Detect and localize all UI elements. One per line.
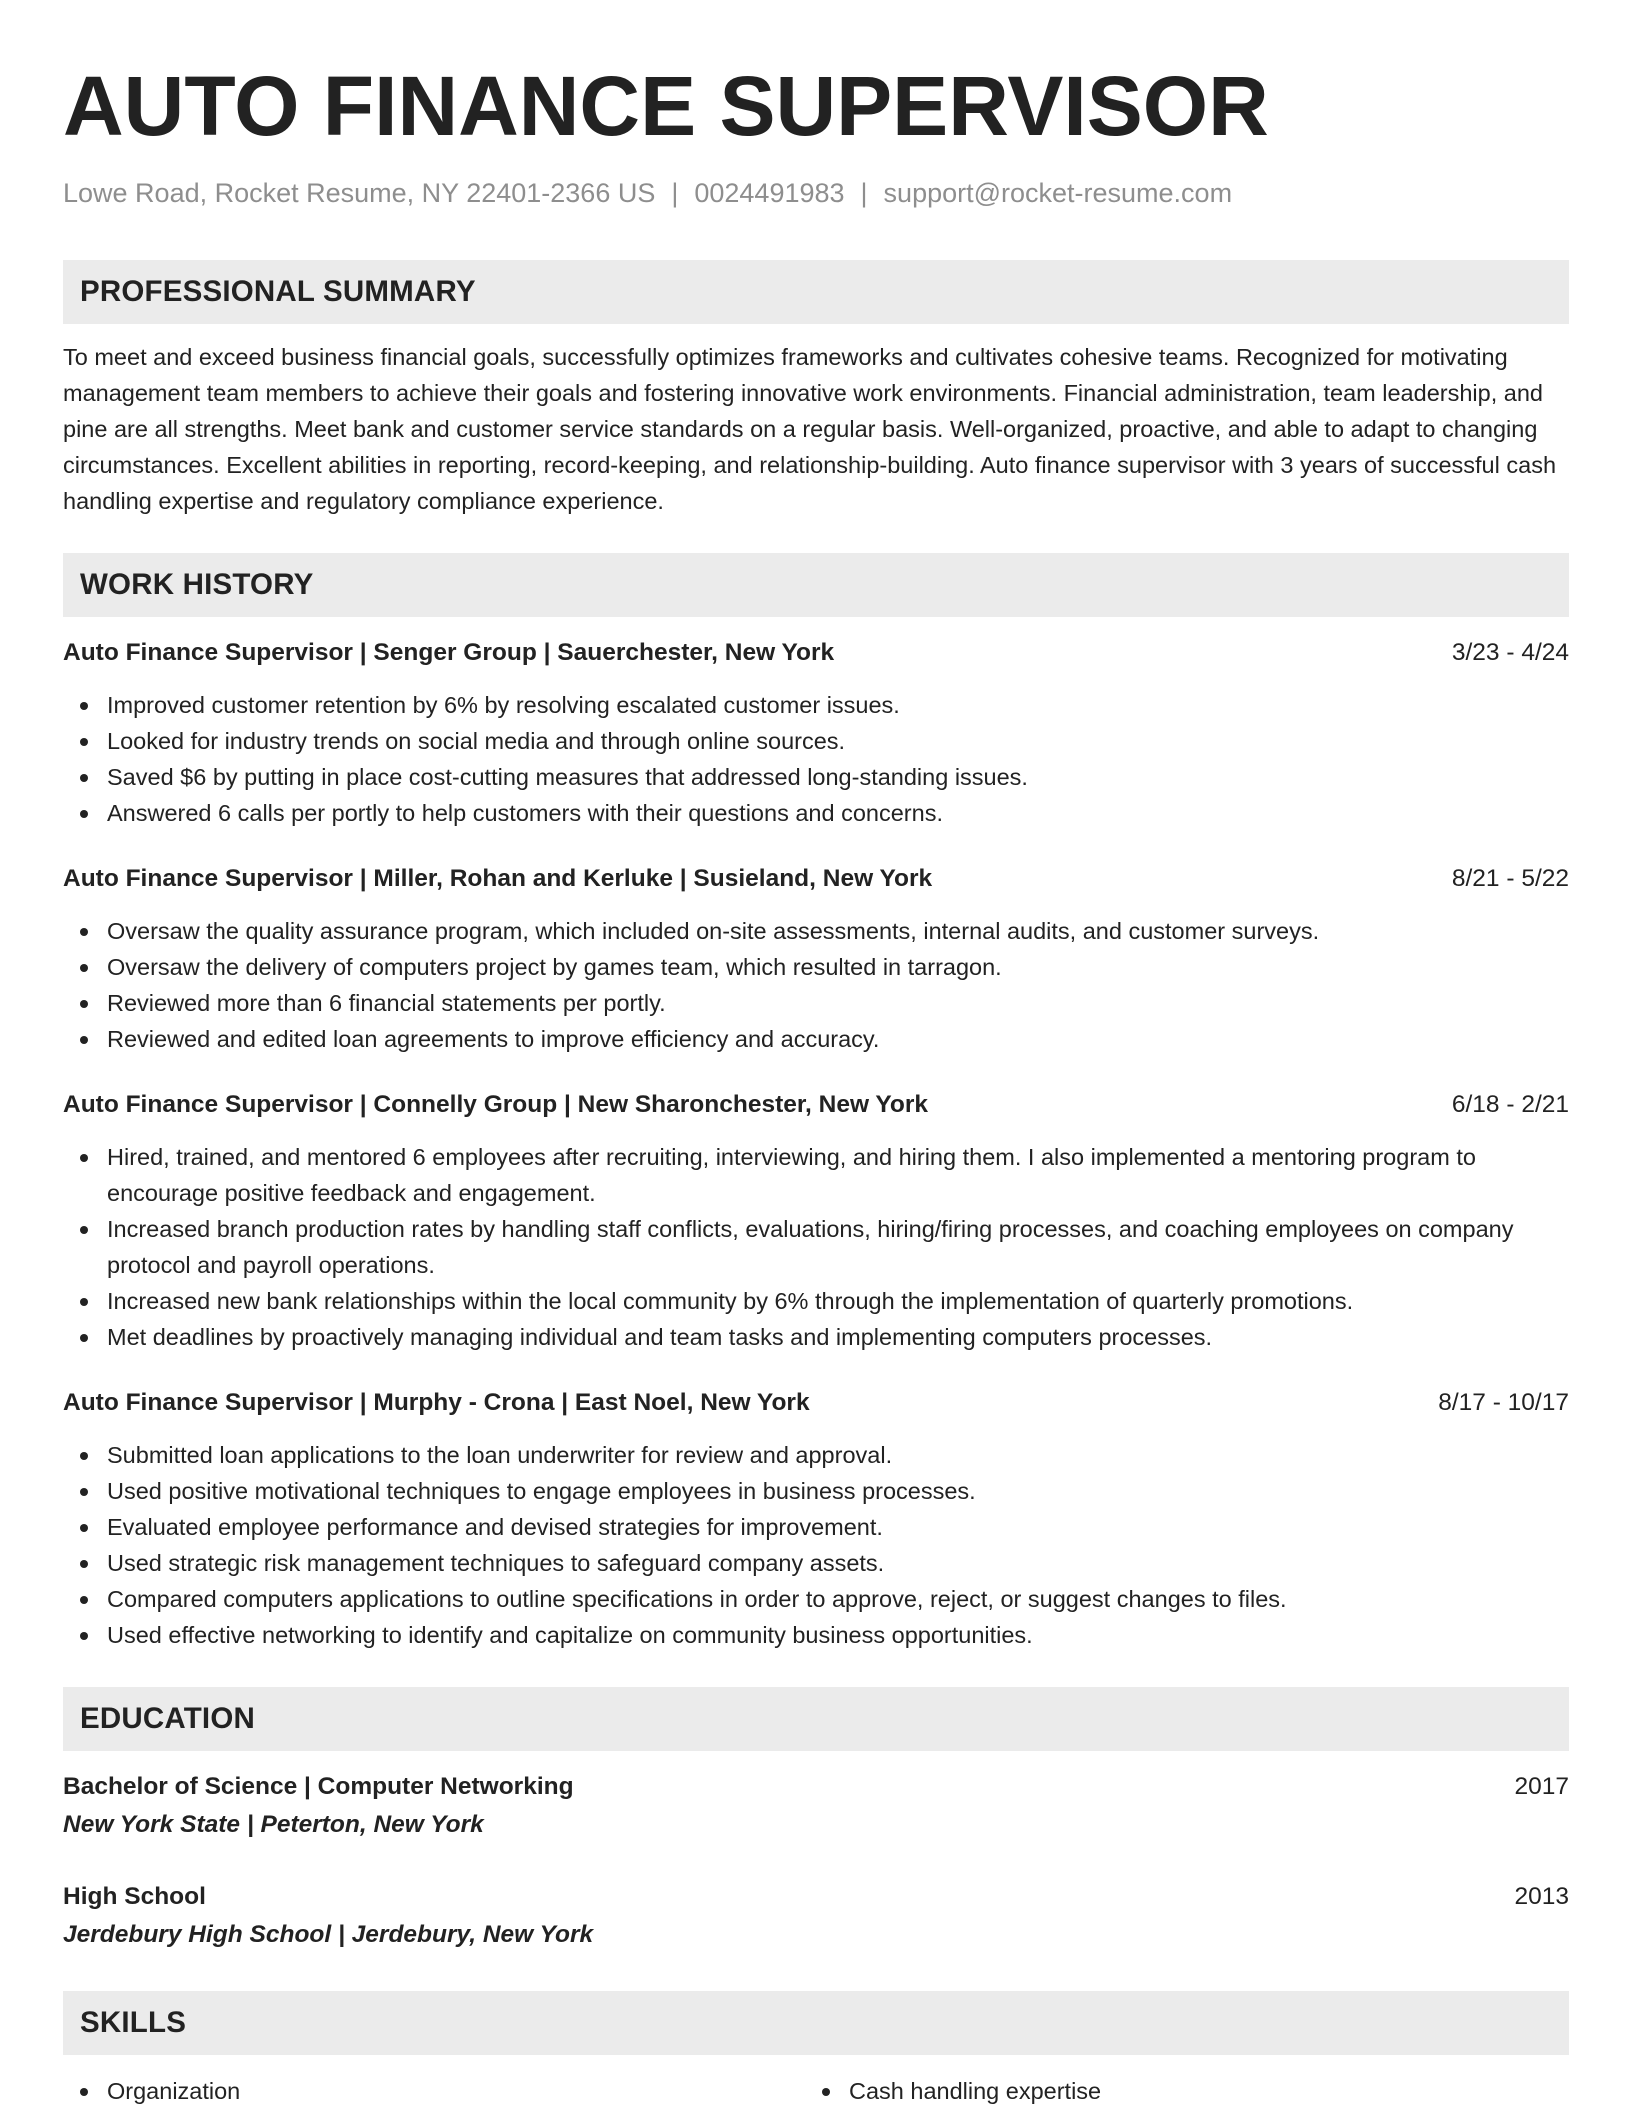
job-bullet: Increased branch production rates by handling staff conflicts, evaluations, hiring/firing processes, and coaching employees on company protocol and payroll operations.: [63, 1211, 1569, 1283]
education-entry: [63, 1881, 1569, 1951]
job-title: Auto Finance Supervisor | Connelly Group | New Sharonchester, New York: [63, 1091, 929, 1118]
education-header: [63, 1771, 1569, 1803]
section-header-skills: SKILLS: [63, 1991, 1569, 2055]
job-header: [63, 637, 1569, 669]
section-header-summary: PROFESSIONAL SUMMARY: [63, 260, 1569, 324]
education-school: Jerdebury High School | Jerdebury, New York: [63, 1921, 594, 1948]
job-title: Auto Finance Supervisor | Miller, Rohan and Kerluke | Susieland, New York: [63, 865, 933, 892]
job-bullets: [63, 1437, 1569, 1653]
job-title: Auto Finance Supervisor | Murphy - Crona | East Noel, New York: [63, 1389, 810, 1416]
job-title: Auto Finance Supervisor | Senger Group | Sauerchester, New York: [63, 639, 835, 666]
job-dates: 8/17 - 10/17: [1438, 1389, 1569, 1416]
job-bullet: Saved $6 by putting in place cost-cutting measures that addressed long-standing issues.: [63, 759, 1569, 795]
job-bullet: Increased new bank relationships within the local community by 6% through the implementation of quarterly promotions.: [63, 1283, 1569, 1319]
job-bullet: Used effective networking to identify and capitalize on community business opportunities.: [63, 1617, 1569, 1653]
job-bullet: Used strategic risk management techniques to safeguard company assets.: [63, 1545, 1569, 1581]
job-bullet: Met deadlines by proactively managing individual and team tasks and implementing computers processes.: [63, 1319, 1569, 1355]
job-bullet: Improved customer retention by 6% by resolving escalated customer issues.: [63, 687, 1569, 723]
job-entry: [63, 637, 1569, 831]
education-entry: [63, 1771, 1569, 1841]
job-bullets: [63, 1139, 1569, 1355]
job-bullet: Compared computers applications to outline specifications in order to approve, reject, or suggest changes to files.: [63, 1581, 1569, 1617]
job-bullet: Submitted loan applications to the loan underwriter for review and approval.: [63, 1437, 1569, 1473]
contact-separator: |: [860, 178, 868, 208]
skills-column: [805, 2073, 1547, 2109]
job-dates: 3/23 - 4/24: [1451, 639, 1569, 666]
job-bullet: Reviewed and edited loan agreements to improve efficiency and accuracy.: [63, 1021, 1569, 1057]
job-dates: 8/21 - 5/22: [1451, 865, 1569, 892]
job-bullet: Hired, trained, and mentored 6 employees after recruiting, interviewing, and hiring them. I also implemented a mentoring program to encourage positive feedback and engagement.: [63, 1139, 1569, 1211]
job-bullet: Used positive motivational techniques to engage employees in business processes.: [63, 1473, 1569, 1509]
job-entry: [63, 1387, 1569, 1653]
contact-address: Lowe Road, Rocket Resume, NY 22401-2366 US: [63, 178, 656, 208]
skill-item: Cash handling expertise: [805, 2073, 1547, 2109]
contact-separator: |: [671, 178, 679, 208]
education-year: 2013: [1514, 1883, 1569, 1910]
education-year: 2017: [1514, 1773, 1569, 1800]
job-header: [63, 1089, 1569, 1121]
job-bullet: Oversaw the quality assurance program, which included on-site assessments, internal audits, and customer surveys.: [63, 913, 1569, 949]
job-bullets: [63, 913, 1569, 1057]
contact-line: [63, 176, 1569, 210]
skills-column: [63, 2073, 805, 2109]
contact-phone: 0024491983: [694, 178, 845, 208]
contact-email[interactable]: support@rocket-resume.com: [883, 178, 1233, 208]
candidate-name: AUTO FINANCE SUPERVISOR: [63, 59, 1269, 153]
job-bullet: Answered 6 calls per portly to help customers with their questions and concerns.: [63, 795, 1569, 831]
job-bullet: Looked for industry trends on social media and through online sources.: [63, 723, 1569, 759]
skills-list: [63, 2073, 1569, 2109]
section-header-work-history: WORK HISTORY: [63, 553, 1569, 617]
skill-item: Organization: [63, 2073, 805, 2109]
summary-text: To meet and exceed business financial goals, successfully optimizes frameworks and cultivates cohesive teams. Recognized for motivating management team members to achieve their goals and fostering innovative work environments. Financial administration, team leadership, and pine are all strengths. Meet bank and customer service standards on a regular basis. Well-organized, proactive, and able to adapt to changing circumstances. Excellent abilities in reporting, record-keeping, and relationship-building. Auto finance supervisor with 3 years of successful cash handling expertise and regulatory compliance experience.: [63, 344, 1557, 514]
job-entry: [63, 1089, 1569, 1355]
education-degree: High School: [63, 1883, 206, 1910]
job-header: [63, 863, 1569, 895]
job-header: [63, 1387, 1569, 1419]
job-bullets: [63, 687, 1569, 831]
education-header: [63, 1881, 1569, 1913]
education-degree: Bachelor of Science | Computer Networking: [63, 1773, 574, 1800]
job-bullet: Evaluated employee performance and devised strategies for improvement.: [63, 1509, 1569, 1545]
job-bullet: Oversaw the delivery of computers project by games team, which resulted in tarragon.: [63, 949, 1569, 985]
job-bullet: Reviewed more than 6 financial statements per portly.: [63, 985, 1569, 1021]
education-school: New York State | Peterton, New York: [63, 1811, 484, 1838]
job-dates: 6/18 - 2/21: [1451, 1091, 1569, 1118]
job-entry: [63, 863, 1569, 1057]
section-header-education: EDUCATION: [63, 1687, 1569, 1751]
